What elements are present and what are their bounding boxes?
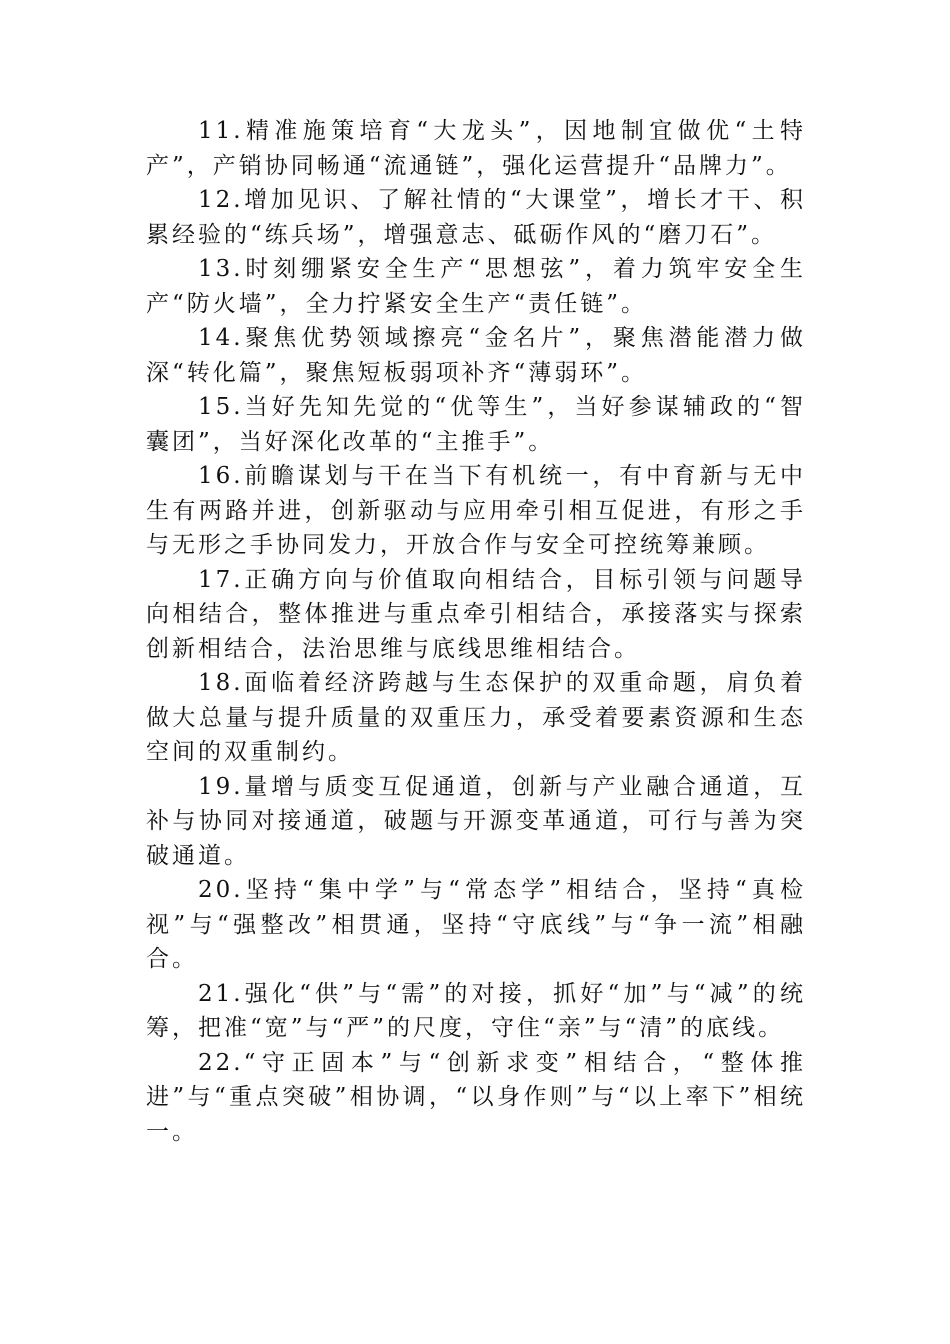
paragraph-13: 13.时刻绷紧安全生产“思想弦”，着力筑牢安全生产“防火墙”，全力拧紧安全生产“责任链”。 <box>146 256 806 317</box>
paragraph-16: 16.前瞻谋划与干在当下有机统一，有中育新与无中生有两路并进，创新驱动与应用牵引相互促进，有形之手与无形之手协同发力，开放合作与安全可控统筹兼顾。 <box>146 463 806 558</box>
paragraph-17: 17.正确方向与价值取向相结合，目标引领与问题导向相结合，整体推进与重点牵引相结合，承接落实与探索创新相结合，法治思维与底线思维相结合。 <box>146 566 806 662</box>
paragraph-21: 21.强化“供”与“需”的对接，抓好“加”与“减”的统筹，把准“宽”与“严”的尺度，守住“亲”与“清”的底线。 <box>146 980 806 1041</box>
paragraph-22: 22.“守正固本”与“创新求变”相结合，“整体推进”与“重点突破”相协调，“以身作则”与“以上率下”相统一。 <box>146 1049 806 1145</box>
document-page <box>146 114 806 1149</box>
paragraph-18: 18.面临着经济跨越与生态保护的双重命题，肩负着做大总量与提升质量的双重压力，承受着要素资源和生态空间的双重制约。 <box>146 670 806 765</box>
paragraph-15: 15.当好先知先觉的“优等生”，当好参谋辅政的“智囊团”，当好深化改革的“主推手”。 <box>146 394 806 455</box>
paragraph-20: 20.坚持“集中学”与“常态学”相结合，坚持“真检视”与“强整改”相贯通，坚持“守底线”与“争一流”相融合。 <box>146 877 806 972</box>
paragraph-14: 14.聚焦优势领域擦亮“金名片”，聚焦潜能潜力做深“转化篇”，聚焦短板弱项补齐“薄弱环”。 <box>146 325 806 386</box>
paragraph-11: 11.精准施策培育“大龙头”，因地制宜做优“土特产”，产销协同畅通“流通链”，强化运营提升“品牌力”。 <box>146 118 806 179</box>
paragraph-19: 19.量增与质变互促通道，创新与产业融合通道，互补与协同对接通道，破题与开源变革通道，可行与善为突破通道。 <box>146 773 806 869</box>
paragraph-12: 12.增加见识、了解社情的“大课堂”，增长才干、积累经验的“练兵场”，增强意志、砥砺作风的“磨刀石”。 <box>146 187 806 248</box>
